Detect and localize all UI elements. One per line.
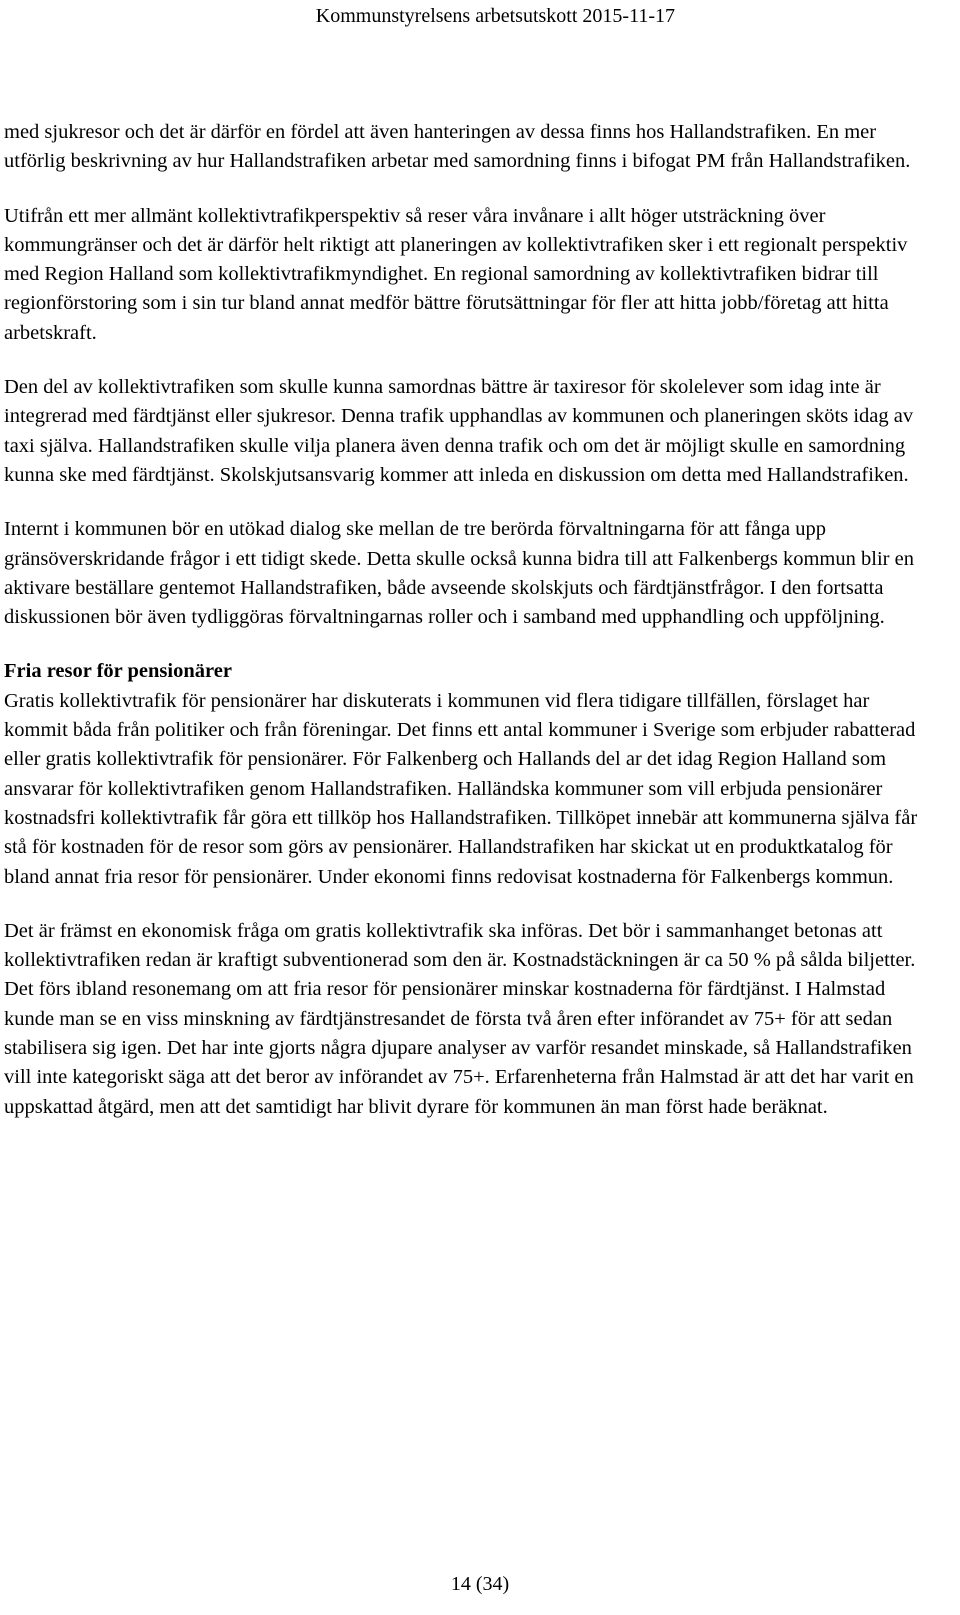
paragraph-regional-perspective: Utifrån ett mer allmänt kollektivtrafikperspektiv så reser våra invånare i allt höger utsträckning över kommungränser och det är därför helt riktigt att planeringen av kollektivtrafiken sker i ett regionalt perspektiv med Region Halland som kollektivtrafikmyndighet. En regional samordning av kollektivtrafiken bidrar till regionförstoring som i sin tur bland annat medför bättre förutsättningar för fler att hitta jobb/företag att hitta arbetskraft. — [4, 204, 908, 344]
paragraph-free-travel-background: Gratis kollektivtrafik för pensionärer har diskuterats i kommunen vid flera tidigare tillfällen, förslaget har kommit båda från politiker och från föreningar. Det finns ett antal kommuner i Sverige som erbjuder rabatterad eller gratis kollektivtrafik för pensionärer. För Falkenberg och Hallands del ar det idag Region Halland som ansvarar för kollektivtrafiken genom Hallandstrafiken. Halländska kommuner som vill erbjuda pensionärer kostnadsfri kollektivtrafik får göra ett tillköp hos Hallandstrafiken. Tillköpet innebär att kommunerna själva får stå för kostnaden för de resor som görs av pensionärer. Hallandstrafiken har skickat ut en produktkatalog för bland annat fria resor för pensionärer. Under ekonomi finns redovisat kostnaderna för Falkenbergs kommun. — [4, 689, 918, 888]
paragraph-free-travel-economy: Det är främst en ekonomisk fråga om gratis kollektivtrafik ska införas. Det bör i sammanhanget betonas att kollektivtrafiken redan är kraftigt subventionerad som den är. Kostnadstäckningen är ca 50 % på sålda biljetter. Det förs ibland resonemang om att fria resor för pensionärer minskar kostnaderna för färdtjänst. I Halmstad kunde man se en viss minskning av färdtjänstresandet de första två åren efter införandet av 75+ för att sedan stabilisera sig igen. Det har inte gjorts några djupare analyser av varför resandet minskade, så Hallandstrafiken vill inte kategoriskt säga att det beror av införandet av 75+. Erfarenheterna från Halmstad är att det har varit en uppskattad åtgärd, men att det samtidigt har blivit dyrare för kommunen än man först hade beräknat. — [4, 919, 916, 1118]
page-header: Kommunstyrelsens arbetsutskott 2015-11-17 — [315, 5, 675, 27]
page-number: 14 (34) — [450, 1573, 510, 1595]
section-heading: Fria resor för pensionärer — [4, 660, 232, 683]
section-free-travel — [4, 657, 938, 1121]
paragraph-internal-dialog: Internt i kommunen bör en utökad dialog ske mellan de tre berörda förvaltningarna för att fånga upp gränsöverskridande frågor i ett tidigt skede. Detta skulle också kunna bidra till att Falkenbergs kommun blir en aktivare beställare gentemot Hallandstrafiken, både avseende skolskjuts och färdtjänstfrågor. I den fortsatta diskussionen bör även tydliggöras förvaltningarnas roller och i samband med upphandling och uppföljning. — [4, 518, 914, 629]
paragraph-school-taxi: Den del av kollektivtrafiken som skulle kunna samordnas bättre är taxiresor för skolelever som idag inte är integrerad med färdtjänst eller sjukresor. Denna trafik upphandlas av kommunen och planeringen sköts idag av taxi själva. Hallandstrafiken skulle vilja planera även denna trafik och om det är möjligt skulle en samordning kunna ske med färdtjänst. Skolskjutsansvarig kommer att inleda en diskussion om detta med Hallandstrafiken. — [4, 376, 914, 486]
paragraph-sjukresor: med sjukresor och det är därför en fördel att även hanteringen av dessa finns hos Hallandstrafiken. En mer utförlig beskrivning av hur Hallandstrafiken arbetar med samordning finns i bifogat PM från Hallandstrafiken. — [4, 121, 911, 173]
document-body — [4, 118, 938, 1147]
